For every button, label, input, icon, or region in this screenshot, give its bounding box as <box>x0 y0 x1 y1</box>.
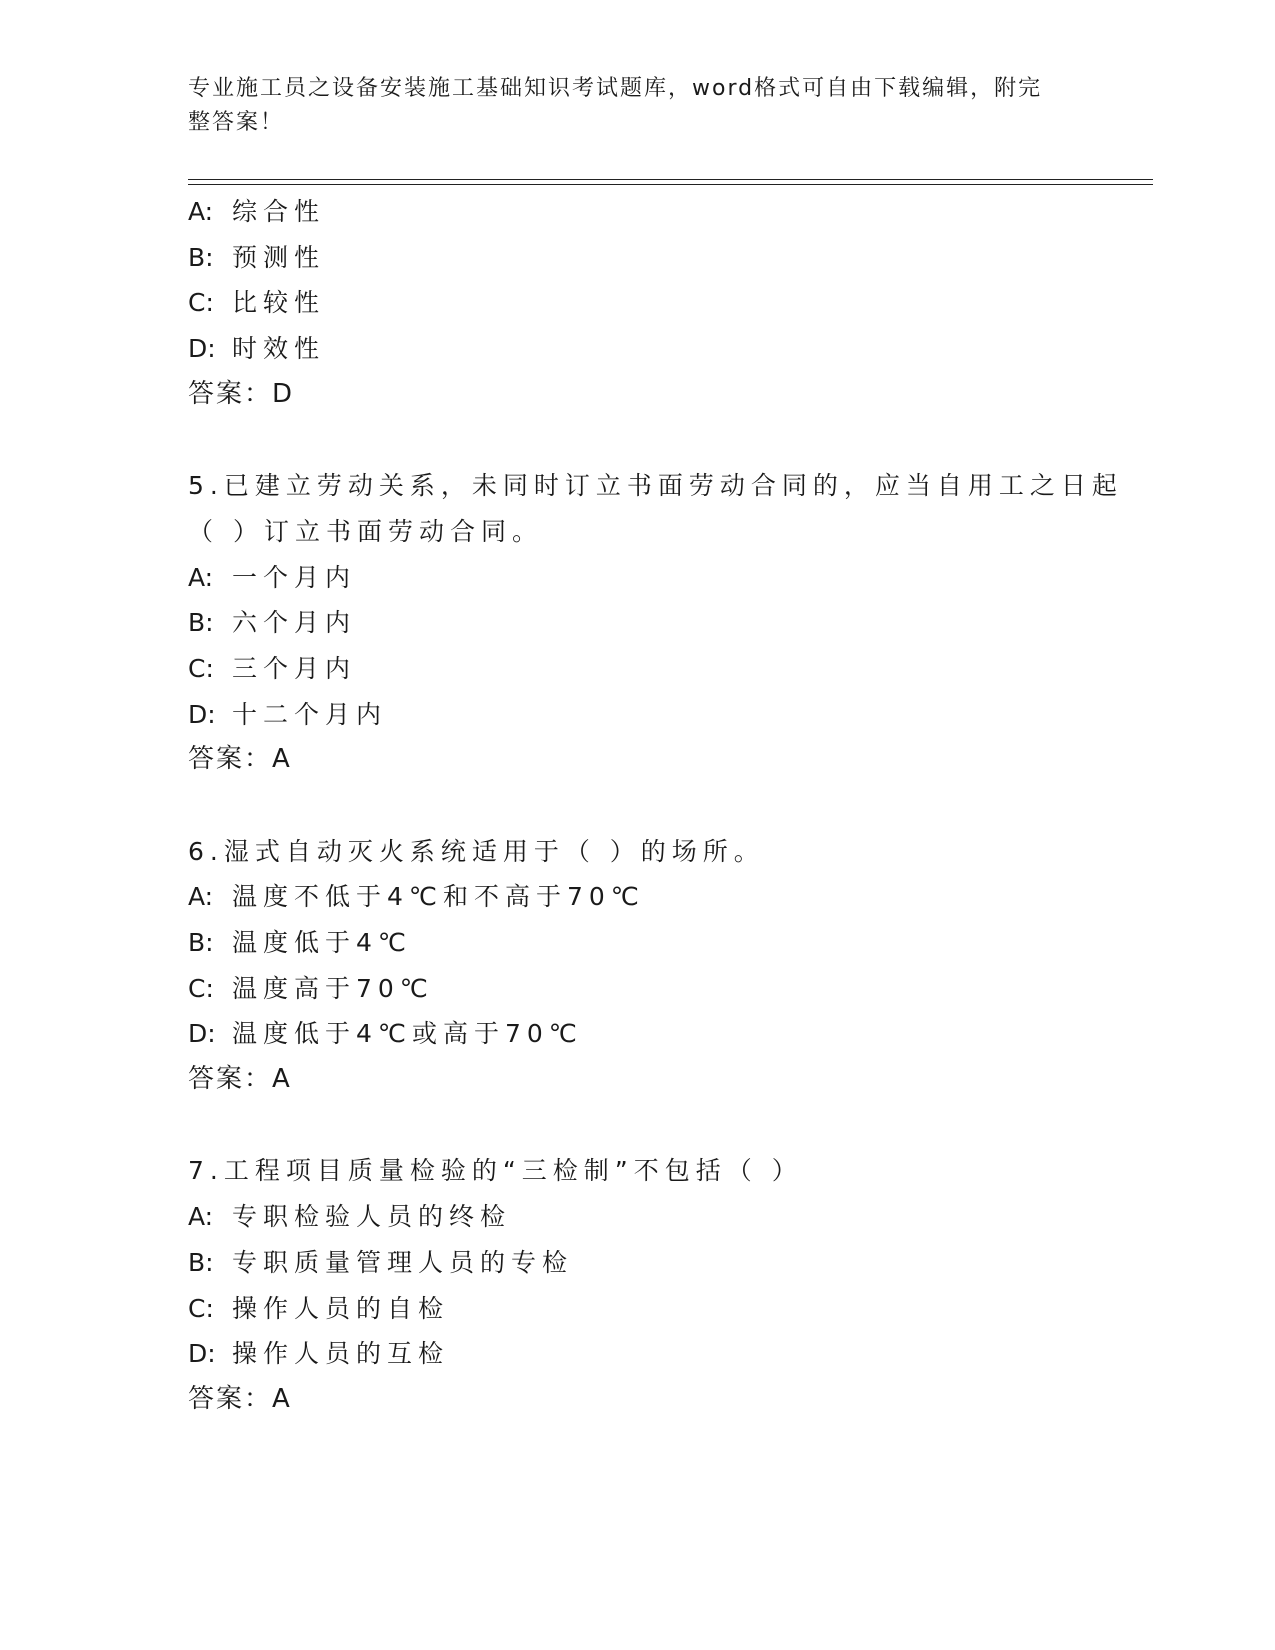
option-b: B: 温度低于4℃ <box>188 928 412 957</box>
option-c: C: 温度高于70℃ <box>188 973 434 1003</box>
option-d: D: 十二个月内 <box>188 699 388 729</box>
option-b: B: 预测性 <box>188 242 326 272</box>
question-5-stem-line-2: （ ）订立书面劳动合同。 <box>188 516 543 546</box>
option-b: B: 六个月内 <box>188 608 357 638</box>
question-7-stem-line-1: 7.工程项目质量检验的“三检制”不包括（ ） <box>188 1156 803 1186</box>
header-line-2: 整答案！ <box>188 110 285 135</box>
option-d: D: 操作人员的互检 <box>188 1339 450 1369</box>
option-a: A: 专职检验人员的终检 <box>188 1202 512 1232</box>
question-list <box>188 189 1123 1423</box>
question-4-options <box>188 189 1088 417</box>
question-6-answer: 答案：A <box>188 1064 292 1095</box>
question-6 <box>188 829 1088 1103</box>
option-d: D: 温度低于4℃或高于70℃ <box>188 1019 583 1049</box>
question-7-answer: 答案：A <box>188 1383 292 1414</box>
question-5-stem-line-1: 5.已建立劳动关系，未同时订立书面劳动合同的，应当自用工之日起 <box>188 471 1123 501</box>
option-c: C: 比较性 <box>188 288 326 318</box>
header-divider-bottom <box>188 184 1153 185</box>
question-6-stem-line-1: 6.湿式自动灭火系统适用于（ ）的场所。 <box>188 836 765 866</box>
option-b: B: 专职质量管理人员的专检 <box>188 1247 574 1277</box>
question-5 <box>188 463 1123 783</box>
header-line-1: 专业施工员之设备安装施工基础知识考试题库，word格式可自由下载编辑，附完 <box>188 76 1043 101</box>
document-header <box>188 72 1068 140</box>
header-divider-top <box>188 179 1153 180</box>
option-c: C: 操作人员的自检 <box>188 1293 450 1323</box>
option-a: A: 一个月内 <box>188 562 357 592</box>
question-7 <box>188 1148 1088 1422</box>
option-c: C: 三个月内 <box>188 653 357 683</box>
option-d: D: 时效性 <box>188 334 326 364</box>
option-a: A: 综合性 <box>188 197 326 226</box>
option-a: A: 温度不低于4℃和不高于70℃ <box>188 882 645 912</box>
question-4-answer: 答案：D <box>188 378 295 409</box>
question-5-answer: 答案：A <box>188 744 292 775</box>
